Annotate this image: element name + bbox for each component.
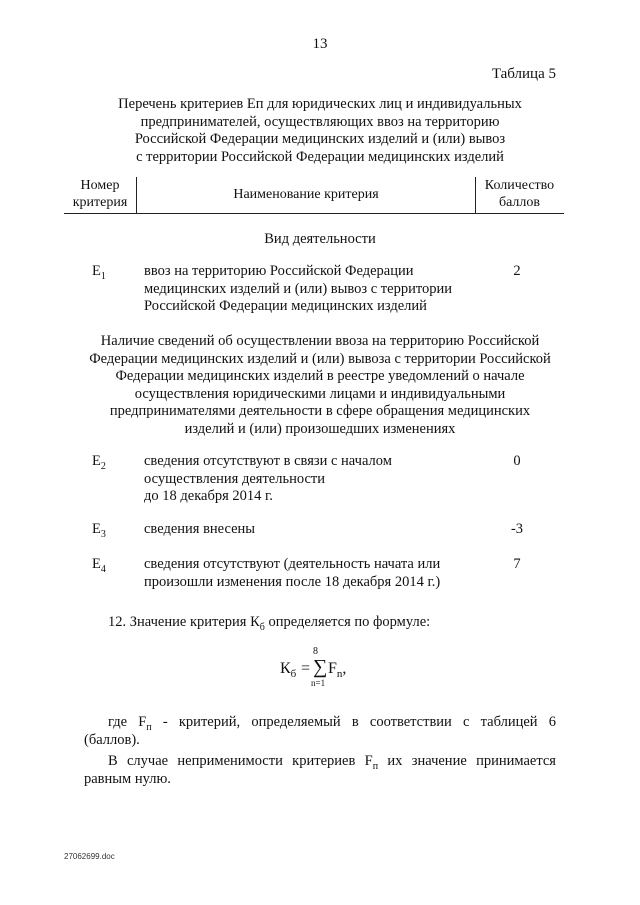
header-criterion-number [64,177,136,213]
section-title-line: Наличие сведений об осуществлении ввоза на территорию Российской [100,333,540,349]
formula-subscript: n [336,668,343,681]
criterion-score: 2 [513,263,521,279]
word: неприменимости [177,753,283,769]
paragraph-subscript: б [259,621,265,633]
criterion-code [92,263,106,282]
symbol-f: F [138,714,147,730]
criterion-letter: Е [92,453,101,469]
symbol-subscript: п [372,760,379,772]
criterion-score: 0 [513,453,521,469]
description-line: до 18 декабря 2014 г. [144,488,273,504]
description-line: осуществления деятельности [144,470,325,487]
paragraph-text: 12. Значение критерия К [108,614,260,630]
formula-comma: , [342,660,347,677]
header-points [475,177,564,213]
document-id: 27062699.doc [64,852,115,861]
word: где [108,714,128,730]
criterion-description [144,521,504,539]
criterion-index: 1 [100,270,106,282]
criterion-code [92,453,106,472]
criterion-score: -3 [510,521,524,537]
description-line: Российской Федерации медицинских изделий [144,298,427,314]
section-title-registry [70,333,570,438]
explanation-line-4: равным нулю. [84,771,171,787]
formula-upper-limit: 8 [313,646,318,657]
title-line: с территории Российской Федерации медицинских изделий [136,148,504,165]
paragraph-text: определяется по формуле: [264,614,431,630]
explanation-line-1 [108,713,556,737]
table-title [80,96,560,166]
word: критерий, [178,714,241,730]
criterion-index: 2 [100,460,106,472]
section-title-line: Федерации медицинских изделий и (или) вывоза с территории Российской [89,350,551,367]
description-line: сведения внесены [144,521,256,537]
word: с [463,714,470,730]
criterion-letter: Е [92,263,101,279]
page-number: 13 [312,36,328,52]
criterion-letter: Е [92,521,101,537]
criterion-code [92,521,106,540]
criterion-letter: Е [92,556,101,572]
description-line: сведения отсутствуют в связи с началом [144,453,392,469]
formula-equals: = [301,660,311,677]
section-title-line: изделий и (или) произошедших изменениях [184,420,456,437]
word: их [387,753,403,769]
formula-lower-limit: n=1 [311,678,326,688]
header-criterion-name: Наименование критерия [136,177,476,213]
criterion-score: 7 [513,556,521,572]
header-text: критерия [72,195,128,210]
explanation-line-2: (баллов). [84,732,140,748]
word: соответствии [369,714,452,730]
formula-term [328,660,346,680]
criterion-code [92,556,106,575]
explanation-line-3 [108,752,556,776]
description-line: ввоз на территорию Российской Федерации [144,263,414,279]
symbol-subscript: п [146,721,152,733]
word: в [351,714,359,730]
description-line: медицинских изделий и (или) вывоз с территории [144,280,452,297]
title-line: Российской Федерации медицинских изделий и (или) вывоз [134,131,506,147]
word [365,752,378,776]
table-header [64,177,564,214]
title-line: предпринимателей, осуществляющих ввоз на территорию [140,113,500,130]
symbol-f: F [364,753,373,769]
title-line: Перечень критериев Еп для юридических лиц и индивидуальных [118,96,522,112]
formula-lhs [280,660,296,680]
word: таблицей [480,714,538,730]
section-title-line: осуществления юридическими лицами и индивидуальными [134,385,506,402]
header-text: Количество [484,178,555,193]
criterion-index: 3 [100,528,106,540]
criterion-index: 4 [100,563,106,575]
word: принимается [476,753,556,769]
header-text: баллов [498,195,541,210]
word: случае [127,753,169,769]
criterion-description [144,263,504,316]
sigma-icon: ∑ [313,656,328,678]
word: 6 [548,714,556,730]
word: - [162,714,168,730]
table-label: Таблица 5 [491,66,556,82]
formula-symbol: F [328,660,337,677]
formula-symbol: К [280,660,291,677]
word: критериев [292,753,356,769]
description-line: произошли изменения после 18 декабря 2014 г.) [144,573,441,590]
word: определяемый [251,714,341,730]
description-line: сведения отсутствуют (деятельность начата или [144,556,441,572]
criterion-description [144,453,504,506]
section-title-line: Федерации медицинских изделий в реестре уведомлений о начале [115,368,525,384]
section-title-line: Вид деятельности [264,231,376,247]
paragraph-12 [108,613,430,637]
criterion-description [144,556,504,591]
section-title-line: предпринимателями деятельности в сфере обращения медицинских [109,403,531,419]
word: В [108,753,118,769]
word [138,713,151,737]
header-text: Номер [80,178,120,193]
formula-subscript: б [290,668,297,681]
section-title-activity [70,231,570,249]
word: значение [411,753,467,769]
